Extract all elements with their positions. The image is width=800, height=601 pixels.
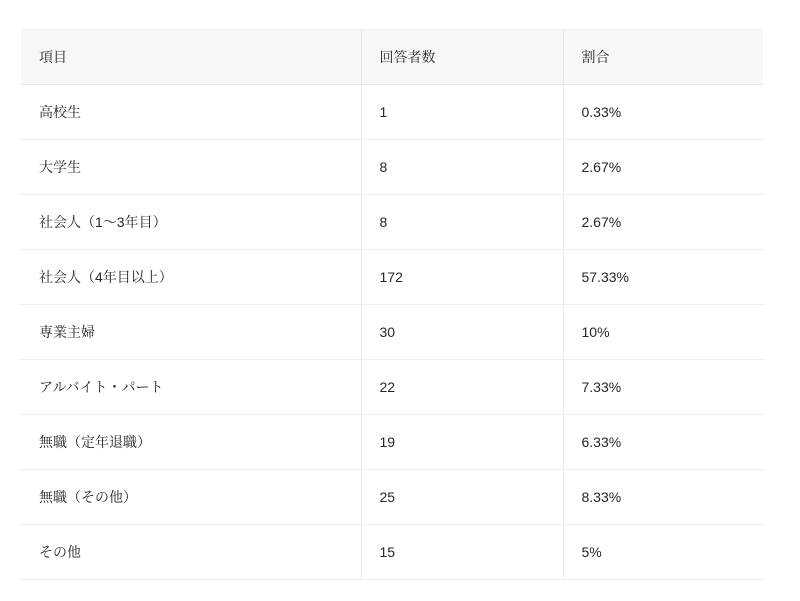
cell-count: 22 (361, 360, 563, 415)
cell-count: 19 (361, 415, 563, 470)
column-header-item: 項目 (21, 30, 361, 85)
table-row (21, 85, 763, 140)
cell-ratio: 5% (563, 525, 763, 580)
cell-item: その他 (21, 525, 361, 580)
cell-ratio: 6.33% (563, 415, 763, 470)
table-header (21, 30, 763, 85)
table-row (21, 195, 763, 250)
cell-item: 社会人（1〜3年目） (21, 195, 361, 250)
table-row (21, 140, 763, 195)
cell-ratio: 57.33% (563, 250, 763, 305)
table-row (21, 470, 763, 525)
cell-count: 1 (361, 85, 563, 140)
table-row (21, 415, 763, 470)
cell-item: 大学生 (21, 140, 361, 195)
table-row (21, 360, 763, 415)
table-row (21, 305, 763, 360)
cell-ratio: 7.33% (563, 360, 763, 415)
cell-item: 高校生 (21, 85, 361, 140)
cell-ratio: 2.67% (563, 195, 763, 250)
cell-count: 8 (361, 140, 563, 195)
cell-item: 社会人（4年目以上） (21, 250, 361, 305)
cell-count: 15 (361, 525, 563, 580)
cell-count: 25 (361, 470, 563, 525)
table-row (21, 525, 763, 580)
cell-item: 無職（定年退職） (21, 415, 361, 470)
survey-results-table (21, 29, 763, 580)
cell-item: 無職（その他） (21, 470, 361, 525)
cell-count: 30 (361, 305, 563, 360)
table-body (21, 85, 763, 580)
cell-ratio: 0.33% (563, 85, 763, 140)
column-header-count: 回答者数 (361, 30, 563, 85)
cell-ratio: 8.33% (563, 470, 763, 525)
cell-count: 8 (361, 195, 563, 250)
table-header-row (21, 30, 763, 85)
cell-item: アルバイト・パート (21, 360, 361, 415)
table-row (21, 250, 763, 305)
cell-ratio: 2.67% (563, 140, 763, 195)
cell-item: 専業主婦 (21, 305, 361, 360)
cell-count: 172 (361, 250, 563, 305)
survey-table-container (21, 29, 763, 580)
column-header-ratio: 割合 (563, 30, 763, 85)
cell-ratio: 10% (563, 305, 763, 360)
